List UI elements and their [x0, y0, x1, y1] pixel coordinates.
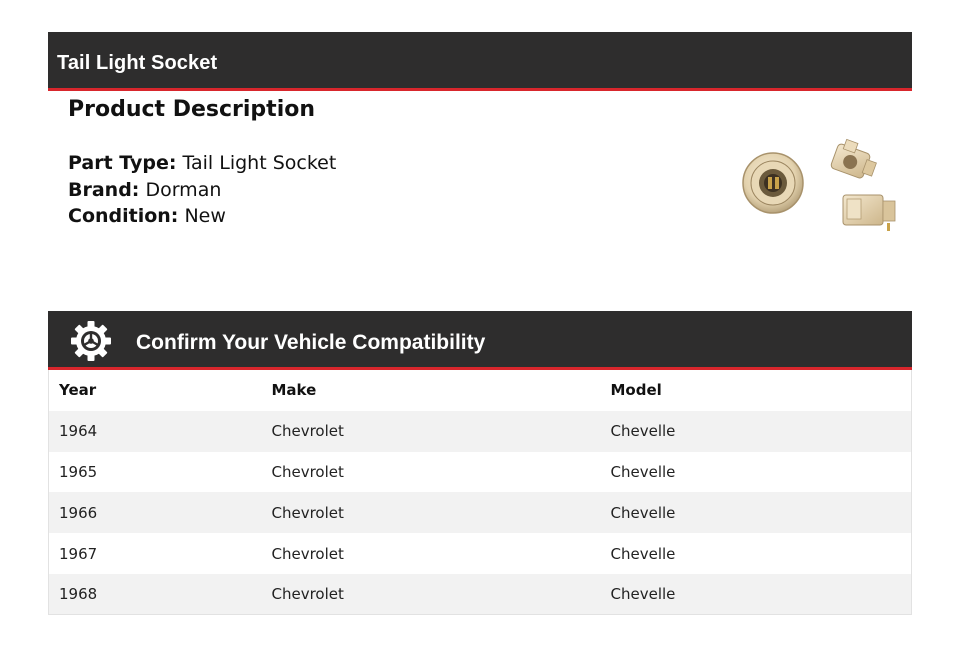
column-header-make: Make: [262, 370, 601, 411]
year-cell: 1967: [49, 533, 262, 574]
model-cell: Chevelle: [601, 492, 912, 533]
product-description-heading: Product Description: [68, 97, 316, 122]
table-row: [49, 492, 912, 533]
spec-value: Dorman: [145, 178, 222, 201]
spec-row-condition: [68, 205, 336, 232]
spec-row-part-type: [68, 152, 336, 179]
model-cell: Chevelle: [601, 533, 912, 574]
compatibility-title: Confirm Your Vehicle Compatibility: [136, 331, 486, 354]
column-header-year: Year: [49, 370, 262, 411]
model-cell: Chevelle: [601, 574, 912, 615]
table-header-row: [49, 370, 912, 411]
page-title: Tail Light Socket: [57, 52, 218, 74]
model-cell: Chevelle: [601, 411, 912, 452]
make-cell: Chevrolet: [262, 533, 601, 574]
gear-icon: [70, 320, 112, 362]
spec-value: New: [184, 205, 226, 227]
year-cell: 1966: [49, 492, 262, 533]
spec-label: Part Type:: [68, 152, 177, 174]
year-cell: 1964: [49, 411, 262, 452]
make-cell: Chevrolet: [262, 452, 601, 493]
table-row: [49, 411, 912, 452]
model-cell: Chevelle: [601, 452, 912, 493]
year-cell: 1965: [49, 452, 262, 493]
column-header-model: Model: [601, 370, 912, 411]
table-row: [49, 574, 912, 615]
table-row: [49, 452, 912, 493]
spec-list: [68, 152, 336, 232]
spec-label: Condition:: [68, 205, 179, 227]
product-image: [735, 133, 905, 238]
make-cell: Chevrolet: [262, 574, 601, 615]
spec-label: Brand:: [68, 178, 140, 201]
spec-row-brand: [68, 179, 336, 206]
year-cell: 1968: [49, 574, 262, 615]
make-cell: Chevrolet: [262, 411, 601, 452]
compatibility-table: [48, 370, 912, 615]
make-cell: Chevrolet: [262, 492, 601, 533]
title-bar: [48, 32, 912, 91]
compatibility-bar: [48, 311, 912, 370]
spec-value: Tail Light Socket: [182, 152, 337, 174]
table-row: [49, 533, 912, 574]
